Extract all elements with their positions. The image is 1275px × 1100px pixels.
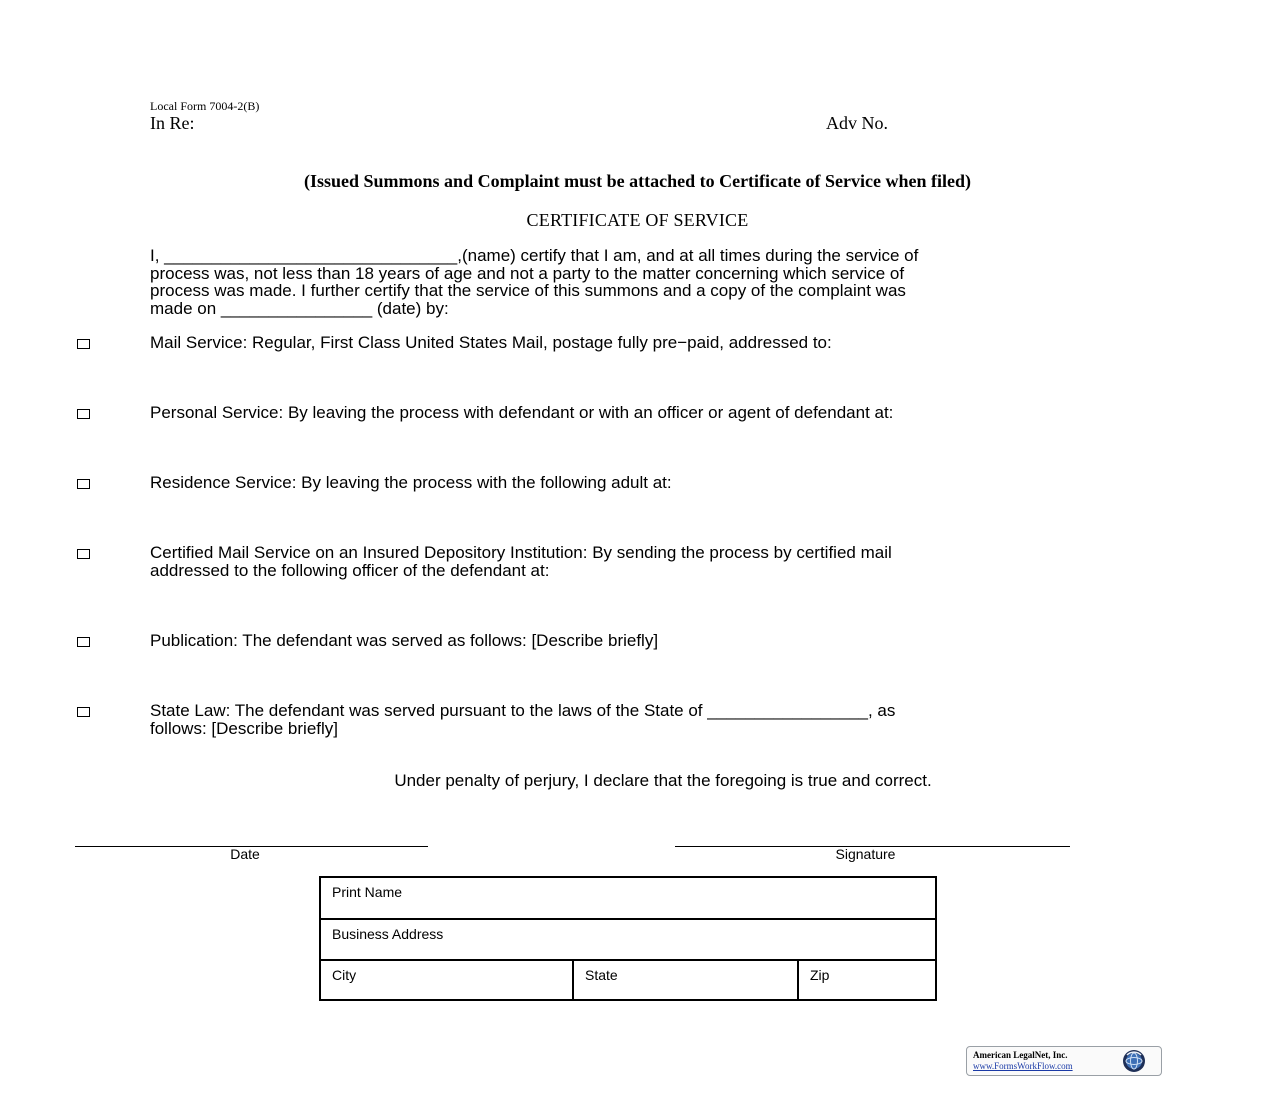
publication-checkbox[interactable] <box>77 637 90 647</box>
residence-service-option <box>150 474 672 492</box>
mail-service-checkbox[interactable] <box>77 339 90 349</box>
option-text: Mail Service: Regular, First Class United States Mail, postage fully pre−paid, addressed to: <box>150 333 832 352</box>
option-text: follows: [Describe briefly] <box>150 719 339 738</box>
signature-label: Signature <box>835 846 896 862</box>
certification-line: I, _______________________________,(name) certify that I am, and at all times during the service of <box>150 246 919 265</box>
city-field[interactable]: City <box>320 960 573 1000</box>
option-text: Certified Mail Service on an Insured Depository Institution: By sending the process by certified mail <box>150 543 892 562</box>
option-text: State Law: The defendant was served pursuant to the laws of the State of _________________, as <box>150 701 896 720</box>
address-table <box>319 876 937 1001</box>
logo-url-link[interactable]: www.FormsWorkFlow.com <box>973 1061 1073 1071</box>
option-text: Personal Service: By leaving the process with defendant or with an officer or agent of defendant at: <box>150 403 894 422</box>
form-id: Local Form 7004-2(B) <box>150 99 260 113</box>
business-address-field[interactable]: Business Address <box>320 919 936 960</box>
state-law-option <box>150 702 895 738</box>
globe-icon <box>1122 1049 1146 1073</box>
in-re-label: In Re: <box>150 113 195 133</box>
footer-logo[interactable] <box>966 1046 1162 1076</box>
logo-company-name: American LegalNet, Inc. <box>973 1050 1068 1060</box>
certification-line: process was, not less than 18 years of age and not a party to the matter concerning which service of <box>150 263 905 283</box>
state-field[interactable]: State <box>573 960 798 1000</box>
certification-line: process was made. I further certify that the service of this summons and a copy of the complaint was <box>150 281 906 300</box>
adv-no-label: Adv No. <box>826 113 888 133</box>
perjury-declaration: Under penalty of perjury, I declare that the foregoing is true and correct. <box>394 771 932 790</box>
mail-service-option <box>150 334 832 352</box>
date-label: Date <box>230 846 260 862</box>
certification-paragraph <box>150 247 1180 317</box>
personal-service-option <box>150 404 893 422</box>
certified-mail-checkbox[interactable] <box>77 549 90 559</box>
zip-field[interactable]: Zip <box>798 960 936 1000</box>
residence-service-checkbox[interactable] <box>77 479 90 489</box>
attachment-notice: (Issued Summons and Complaint must be attached to Certificate of Service when filed) <box>304 171 971 191</box>
state-law-checkbox[interactable] <box>77 707 90 717</box>
page-title: CERTIFICATE OF SERVICE <box>526 210 749 230</box>
publication-option <box>150 632 658 650</box>
personal-service-checkbox[interactable] <box>77 409 90 419</box>
option-text: Publication: The defendant was served as follows: [Describe briefly] <box>150 631 659 650</box>
certified-mail-option <box>150 544 892 580</box>
option-text: Residence Service: By leaving the process with the following adult at: <box>150 473 672 492</box>
print-name-field[interactable]: Print Name <box>320 877 936 919</box>
option-text: addressed to the following officer of the defendant at: <box>150 561 550 580</box>
certification-line: made on ________________ (date) by: <box>150 298 449 318</box>
